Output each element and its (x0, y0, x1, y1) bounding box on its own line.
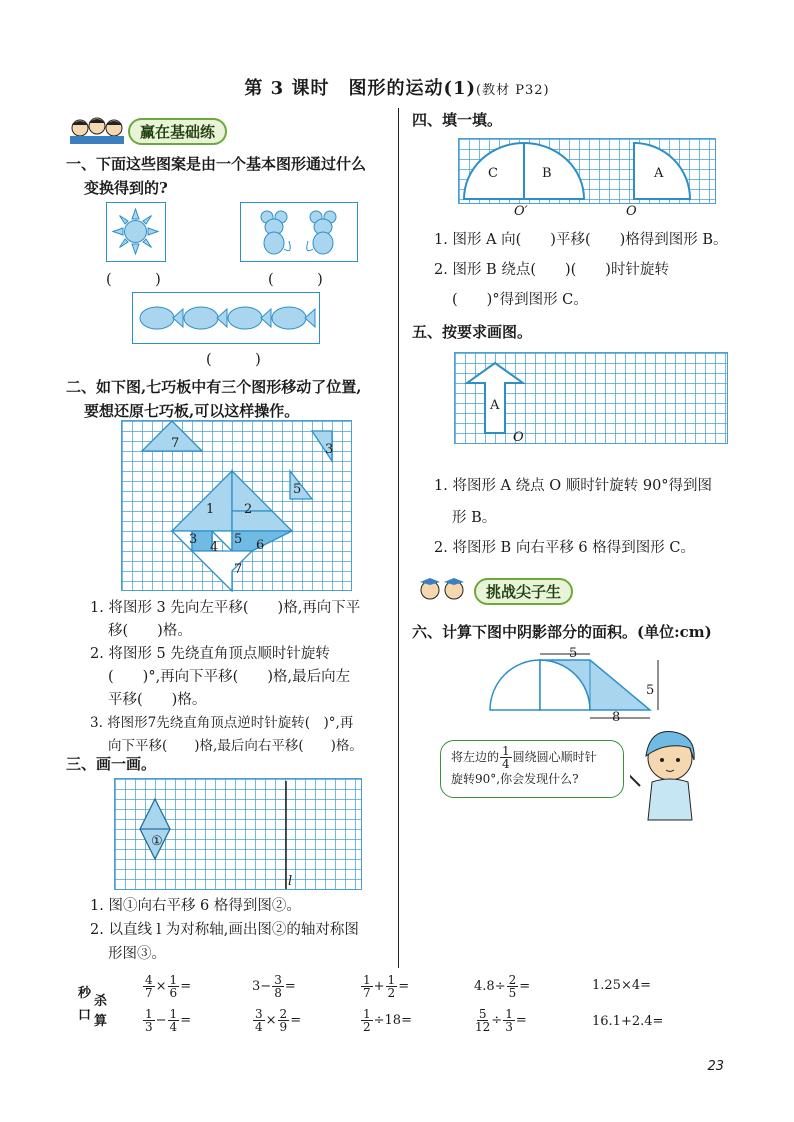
sun-icon (107, 203, 164, 260)
basic-badge-label: 赢在基础练 (128, 118, 227, 145)
fish-icon (133, 293, 318, 342)
q5-item1-b: 形 B。 (452, 510, 497, 526)
q2-item3-b: 向下平移( )格,最后向右平移( )格。 (108, 738, 363, 754)
q1-blank-3[interactable]: ( ) (206, 352, 261, 368)
label-o: O (626, 204, 637, 219)
q6-heading: 六、计算下图中阴影部分的面积。(单位:cm) (412, 623, 712, 641)
q2-item2-c: 平移( )格。 (108, 692, 207, 708)
mm-r2-5: 16.1+2.4= (592, 1014, 664, 1029)
tangram-label-3: 3 (189, 532, 198, 547)
tangram-label-6: 6 (256, 538, 265, 553)
mm-r2-1: $\frac{1}{3}$ − $\frac{1}{4}$ = (145, 1007, 192, 1034)
mm-r1-2: 3− $\frac{3}{8}$ = (252, 973, 296, 1000)
label-a: A (654, 166, 664, 181)
q1-line1: 一、下面这些图案是由一个基本图形通过什么 (66, 155, 367, 173)
label-b: B (542, 166, 552, 181)
challenge-badge-label: 挑战尖子生 (474, 578, 573, 605)
mice-pattern (240, 202, 358, 262)
hint-post: 圆绕圆心顺时针 (512, 750, 597, 764)
point-o-label: O (513, 430, 524, 445)
mm-char-1: 秒 (78, 986, 92, 1001)
q2-item2-a: 2. 将图形 5 先绕直角顶点顺时针旋转 (90, 646, 330, 662)
mm-r2-2: $\frac{3}{4}$ × $\frac{2}{9}$ = (255, 1007, 302, 1034)
dim-bottom: 8 (612, 710, 621, 725)
tangram-label-3a: 3 (325, 442, 334, 457)
column-divider (398, 108, 399, 968)
q2-item2-b: ( )°,再向下平移( )格,最后向左 (108, 669, 351, 685)
hint-den: 4 (502, 757, 510, 771)
label-o-prime: O′ (514, 204, 528, 219)
hint-line2: 旋转90°,你会发现什么? (451, 772, 579, 786)
q4-item2-b: ( )°得到图形 C。 (452, 292, 588, 308)
fish-pattern (132, 292, 320, 344)
mental-math-label (76, 978, 110, 1032)
dim-top: 5 (569, 646, 578, 661)
tangram-label-5a: 5 (293, 482, 302, 497)
mm-r1-4: 4.8÷ $\frac{2}{5}$ = (474, 973, 531, 1000)
q5-item2: 2. 将图形 B 向右平移 6 格得到图形 C。 (434, 540, 695, 556)
axis-l-label: l (288, 874, 293, 889)
mm-char-4: 算 (94, 1014, 108, 1029)
girl-icon (630, 724, 720, 824)
q2-item3-a: 3. 将图形7先绕直角顶点逆时针旋转( )°,再 (90, 715, 354, 731)
hint-line1 (451, 745, 613, 770)
quarter-circle-figure (488, 650, 668, 722)
tangram-label-1: 1 (206, 502, 215, 517)
tangram-label-7: 7 (234, 562, 243, 577)
hint-pre: 将左边的 (451, 750, 500, 764)
q3-heading: 三、画一画。 (66, 755, 157, 773)
mm-r1-3: $\frac{1}{7}$ + $\frac{1}{2}$ = (363, 973, 410, 1000)
basic-badge (66, 116, 227, 146)
mouse-icon (241, 203, 356, 260)
mm-r2-3: $\frac{1}{2}$ ÷18= (363, 1007, 412, 1034)
sun-pattern (106, 202, 166, 262)
mm-r1-5: 1.25×4= (592, 978, 652, 993)
q4-item2-a: 2. 图形 B 绕点( )( )时针旋转 (434, 262, 669, 278)
q3-item2-a: 2. 以直线 l 为对称轴,画出图②的轴对称图 (90, 922, 359, 938)
q1-blank-1[interactable]: ( ) (106, 272, 161, 288)
dim-right: 5 (646, 683, 655, 698)
q4-heading: 四、填一填。 (412, 111, 503, 129)
mm-char-3: 口 (78, 1008, 92, 1023)
q4-item1: 1. 图形 A 向( )平移( )格得到图形 B。 (434, 232, 728, 248)
shape-1-label: ① (151, 834, 163, 849)
page-title (0, 74, 794, 100)
q2-item1-a: 1. 将图形 3 先向左平移( )格,再向下平 (90, 600, 361, 616)
label-c: C (488, 166, 498, 181)
tangram-label-5: 5 (234, 532, 243, 547)
hint-num: 1 (502, 744, 510, 758)
q2-line2: 要想还原七巧板,可以这样操作。 (84, 402, 300, 420)
q1-line2: 变换得到的? (84, 179, 168, 197)
q5-item1-a: 1. 将图形 A 绕点 O 顺时针旋转 90°得到图 (434, 478, 713, 494)
q2-line1: 二、如下图,七巧板中有三个图形移动了位置, (66, 378, 362, 396)
students-icon (414, 576, 474, 606)
title-source: (教材 P32) (476, 83, 550, 98)
title-main: 第 3 课时 图形的运动(1) (244, 78, 477, 99)
q1-blank-2[interactable]: ( ) (268, 272, 323, 288)
mm-r1-1: $\frac{4}{7}$ × $\frac{1}{6}$ = (145, 973, 192, 1000)
q3-item1: 1. 图①向右平移 6 格得到图②。 (90, 898, 301, 914)
q5-heading: 五、按要求画图。 (412, 323, 533, 341)
challenge-badge (414, 576, 573, 606)
tangram-label-4: 4 (210, 540, 219, 555)
tangram-label-7a: 7 (171, 436, 180, 451)
tangram-label-2: 2 (244, 502, 253, 517)
hint-fraction (500, 745, 512, 770)
mm-r2-4: $\frac{5}{12}$ ÷ $\frac{1}{3}$ = (475, 1007, 527, 1034)
shape-a-label: A (490, 398, 500, 413)
page-number: 23 (707, 1059, 724, 1074)
q2-item1-b: 移( )格。 (108, 623, 192, 639)
shaded-figure (488, 650, 668, 722)
hint-bubble (440, 740, 624, 798)
kids-icon (66, 116, 128, 146)
mm-char-2: 杀 (94, 994, 108, 1009)
q3-item2-b: 形图③。 (108, 946, 166, 962)
